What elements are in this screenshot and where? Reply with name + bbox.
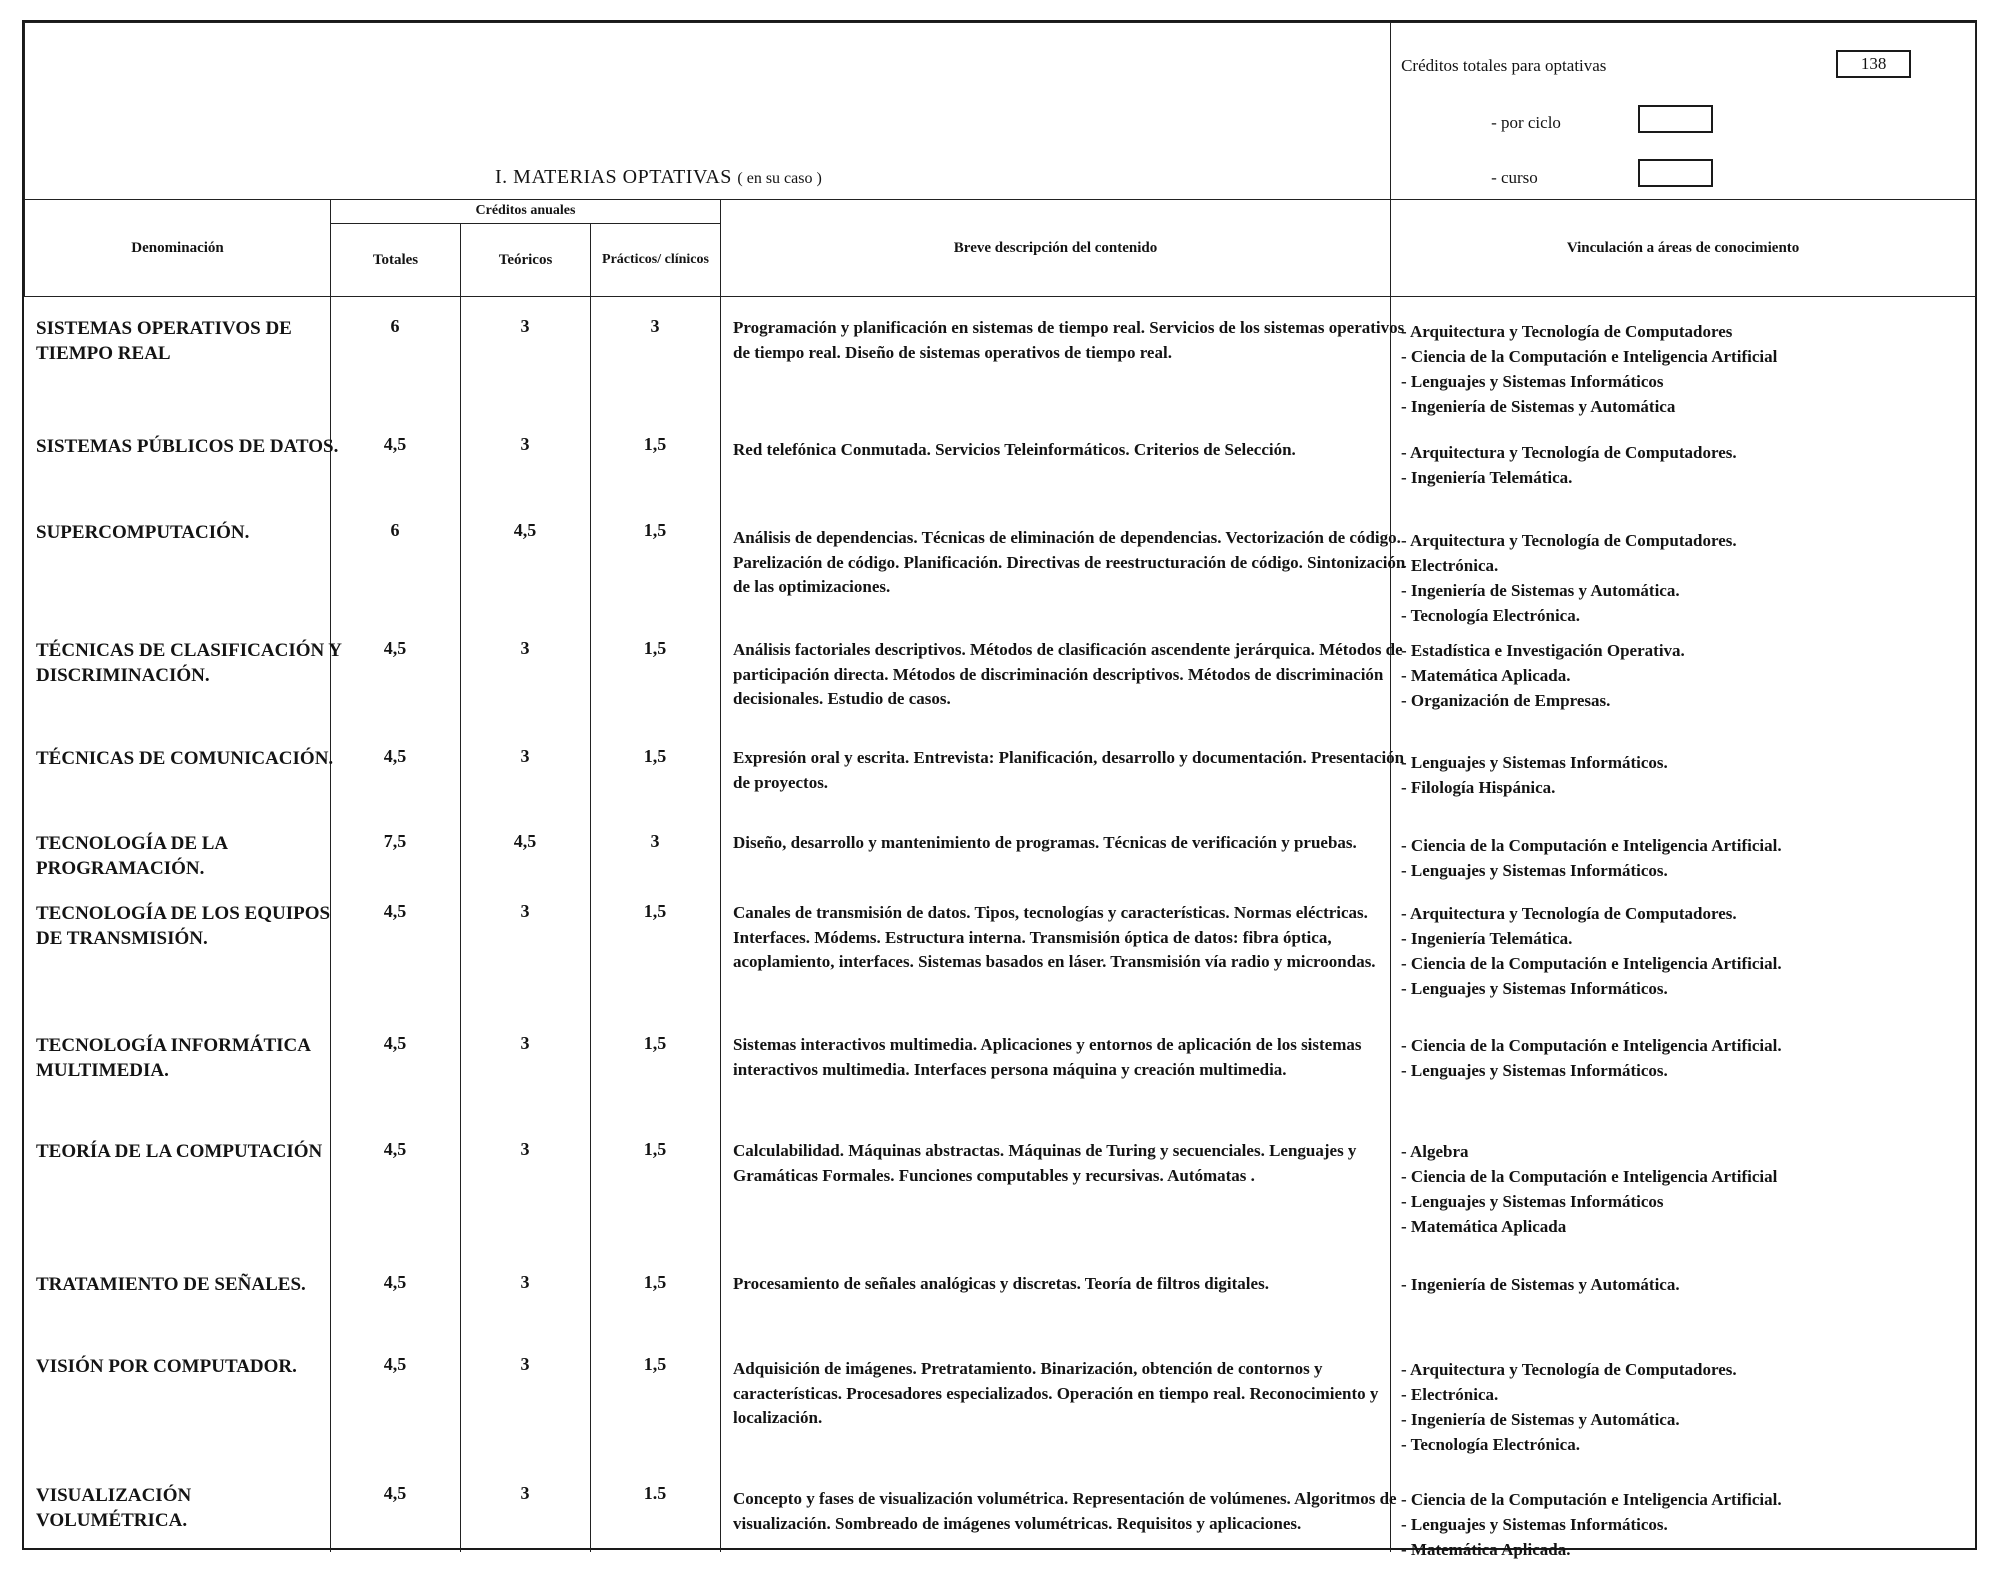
area-item: - Ingeniería Telemática. <box>1401 929 1573 948</box>
credits-practicos: 1,5 <box>643 1139 667 1159</box>
area-item: - Matemática Aplicada. <box>1401 1540 1571 1559</box>
area-item: - Lenguajes y Sistemas Informáticos. <box>1401 979 1668 998</box>
credits-practicos: 1,5 <box>643 1033 667 1053</box>
subject-description: Canales de transmisión de datos. Tipos, tecnologías y características. Normas eléctricas. Interfaces. Módems. Estructura interna. Transmisión óptica de datos: fibra óptica, acoplamiento, interfaces. Sistemas basados en láser. Transmisión vía radio y microondas. <box>733 903 1376 971</box>
subject-description: Expresión oral y escrita. Entrevista: Planificación, desarrollo y documentación. Presentación de proyectos. <box>733 748 1405 792</box>
por-ciclo-label: - por ciclo <box>1491 113 1561 132</box>
area-item: - Ingeniería de Sistemas y Automática. <box>1401 581 1680 600</box>
knowledge-areas <box>1401 440 1961 490</box>
area-item: - Lenguajes y Sistemas Informáticos <box>1401 372 1664 391</box>
area-item: - Arquitectura y Tecnología de Computadores. <box>1401 443 1737 462</box>
section-title-note: ( en su caso ) <box>737 170 822 187</box>
area-item: - Ingeniería de Sistemas y Automática <box>1401 397 1676 416</box>
area-item: - Matemática Aplicada <box>1401 1217 1567 1236</box>
area-item: - Ingeniería Telemática. <box>1401 468 1573 487</box>
subject-name: SUPERCOMPUTACIÓN. <box>36 522 250 543</box>
area-item: - Tecnología Electrónica. <box>1401 1435 1580 1454</box>
credits-totales: 4,5 <box>383 434 407 454</box>
section-title-text: I. MATERIAS OPTATIVAS <box>495 166 732 188</box>
credits-practicos: 1.5 <box>643 1483 667 1503</box>
credits-teoricos: 3 <box>520 1139 530 1159</box>
knowledge-areas <box>1401 901 1961 1001</box>
credits-teoricos: 4,5 <box>513 520 537 540</box>
credits-teoricos: 3 <box>520 434 530 454</box>
por-ciclo-box <box>1638 105 1713 133</box>
section-header <box>25 23 1391 200</box>
knowledge-areas <box>1401 1139 1961 1239</box>
credits-totales: 4,5 <box>383 1033 407 1053</box>
area-item: - Matemática Aplicada. <box>1401 666 1571 685</box>
credits-teoricos: 4,5 <box>513 831 537 851</box>
area-item: - Lenguajes y Sistemas Informáticos. <box>1401 753 1668 772</box>
area-item: - Ingeniería de Sistemas y Automática. <box>1401 1275 1680 1294</box>
credits-teoricos: 3 <box>520 746 530 766</box>
subject-name: VISUALIZACIÓN VOLUMÉTRICA. <box>36 1485 192 1531</box>
subject-name: VISIÓN POR COMPUTADOR. <box>36 1356 297 1377</box>
credits-practicos: 3 <box>650 831 660 851</box>
credits-totales: 4,5 <box>383 1483 407 1503</box>
area-item: - Ciencia de la Computación e Inteligencia Artificial. <box>1401 954 1782 973</box>
subject-name: TÉCNICAS DE COMUNICACIÓN. <box>36 748 334 769</box>
area-item: - Electrónica. <box>1401 1385 1499 1404</box>
area-item: - Ciencia de la Computación e Inteligencia Artificial. <box>1401 1490 1782 1509</box>
area-item: - Lenguajes y Sistemas Informáticos <box>1401 1192 1664 1211</box>
knowledge-areas <box>1401 1357 1961 1457</box>
curso-label: - curso <box>1491 168 1538 187</box>
curso-box <box>1638 159 1713 187</box>
col-header-creditos-anuales: Créditos anuales <box>331 200 721 224</box>
area-item: - Arquitectura y Tecnología de Computadores <box>1401 322 1733 341</box>
area-item: - Electrónica. <box>1401 556 1499 575</box>
subject-description: Calculabilidad. Máquinas abstractas. Máquinas de Turing y secuenciales. Lenguajes y Gramáticas Formales. Funciones computables y recursivas. Autómatas . <box>733 1141 1357 1185</box>
subject-description: Sistemas interactivos multimedia. Aplicaciones y entornos de aplicación de los sistemas interactivos multimedia. Interfaces persona máquina y creación multimedia. <box>733 1035 1362 1079</box>
knowledge-areas <box>1401 1487 1961 1562</box>
area-item: - Arquitectura y Tecnología de Computadores. <box>1401 1360 1737 1379</box>
knowledge-areas <box>1401 750 1961 800</box>
credits-totales: 6 <box>390 316 400 336</box>
credits-teoricos: 3 <box>520 316 530 336</box>
credits-practicos: 1,5 <box>643 1272 667 1292</box>
subject-name: TECNOLOGÍA DE LOS EQUIPOS DE TRANSMISIÓN. <box>36 903 331 949</box>
credits-teoricos: 3 <box>520 1354 530 1374</box>
area-item: - Ciencia de la Computación e Inteligencia Artificial <box>1401 347 1778 366</box>
document-frame <box>22 20 1977 1559</box>
subject-name: TEORÍA DE LA COMPUTACIÓN <box>36 1141 323 1162</box>
credits-practicos: 1,5 <box>643 434 667 454</box>
credits-totales: 4,5 <box>383 638 407 658</box>
credits-teoricos: 3 <box>520 1483 530 1503</box>
area-item: - Organización de Empresas. <box>1401 691 1611 710</box>
credits-totales: 4,5 <box>383 746 407 766</box>
col-header-vinculacion: Vinculación a áreas de conocimiento <box>1391 200 1976 297</box>
credits-practicos: 1,5 <box>643 520 667 540</box>
area-item: - Tecnología Electrónica. <box>1401 606 1580 625</box>
area-item: - Ciencia de la Computación e Inteligencia Artificial <box>1401 1167 1778 1186</box>
credits-teoricos: 3 <box>520 1272 530 1292</box>
col-header-totales: Totales <box>331 224 461 297</box>
subject-description: Concepto y fases de visualización volumétrica. Representación de volúmenes. Algoritmos de visualización. Sombreado de imágenes volumétricas. Requisitos y aplicaciones. <box>733 1489 1397 1533</box>
credits-practicos: 1,5 <box>643 638 667 658</box>
area-item: - Algebra <box>1401 1142 1469 1161</box>
col-header-denominacion: Denominación <box>25 200 331 297</box>
credits-practicos: 1,5 <box>643 746 667 766</box>
credits-practicos: 3 <box>650 316 660 336</box>
subject-name: TRATAMIENTO DE SEÑALES. <box>36 1274 306 1295</box>
area-item: - Arquitectura y Tecnología de Computadores. <box>1401 531 1737 550</box>
area-item: - Ciencia de la Computación e Inteligencia Artificial. <box>1401 836 1782 855</box>
section-title <box>495 166 822 189</box>
credits-totales: 4,5 <box>383 1139 407 1159</box>
subject-description: Diseño, desarrollo y mantenimiento de programas. Técnicas de verificación y pruebas. <box>733 833 1357 852</box>
credits-totales: 6 <box>390 520 400 540</box>
subject-name: TÉCNICAS DE CLASIFICACIÓN Y DISCRIMINACIÓN. <box>36 640 342 686</box>
subject-name: SISTEMAS OPERATIVOS DE TIEMPO REAL <box>36 318 292 364</box>
area-item: - Ciencia de la Computación e Inteligencia Artificial. <box>1401 1036 1782 1055</box>
knowledge-areas <box>1401 1033 1961 1083</box>
knowledge-areas <box>1401 833 1961 883</box>
header-table <box>24 22 1976 297</box>
credits-totales: 4,5 <box>383 1272 407 1292</box>
subject-description: Procesamiento de señales analógicas y discretas. Teoría de filtros digitales. <box>733 1274 1269 1293</box>
col-header-practicos: Prácticos/ clínicos <box>591 224 721 297</box>
col-header-teoricos: Teóricos <box>461 224 591 297</box>
column-divider <box>720 296 721 1552</box>
knowledge-areas <box>1401 1272 1961 1297</box>
knowledge-areas <box>1401 528 1961 628</box>
credits-practicos: 1,5 <box>643 901 667 921</box>
credits-totales: 4,5 <box>383 901 407 921</box>
area-item: - Lenguajes y Sistemas Informáticos. <box>1401 861 1668 880</box>
area-item: - Lenguajes y Sistemas Informáticos. <box>1401 1061 1668 1080</box>
area-item: - Lenguajes y Sistemas Informáticos. <box>1401 1515 1668 1534</box>
credits-teoricos: 3 <box>520 638 530 658</box>
subject-description: Programación y planificación en sistemas de tiempo real. Servicios de los sistemas operativos de tiempo real. Diseño de sistemas operativos de tiempo real. <box>733 318 1405 362</box>
area-item: - Ingeniería de Sistemas y Automática. <box>1401 1410 1680 1429</box>
credits-teoricos: 3 <box>520 901 530 921</box>
subject-description: Adquisición de imágenes. Pretratamiento. Binarización, obtención de contornos y características. Procesadores especializados. Operación en tiempo real. Reconocimiento y localización. <box>733 1359 1379 1427</box>
area-item: - Estadística e Investigación Operativa. <box>1401 641 1685 660</box>
knowledge-areas <box>1401 638 1961 713</box>
subject-description: Análisis de dependencias. Técnicas de eliminación de dependencias. Vectorización de código. Parelización de código. Planificación. Directivas de reestructuración de código. Sintonización de las optimizaciones. <box>733 528 1406 596</box>
subject-description: Red telefónica Conmutada. Servicios Teleinformáticos. Criterios de Selección. <box>733 440 1296 459</box>
subject-description: Análisis factoriales descriptivos. Métodos de clasificación ascendente jerárquica. Métodos de participación directa. Métodos de discriminación descriptivos. Métodos de discriminación decisionales. Estudio de casos. <box>733 640 1403 708</box>
knowledge-areas <box>1401 319 1961 419</box>
credits-totales: 7,5 <box>383 831 407 851</box>
credits-panel <box>1391 23 1976 200</box>
subject-name: SISTEMAS PÚBLICOS DE DATOS. <box>36 436 339 457</box>
credits-total-box: 138 <box>1836 50 1911 78</box>
area-item: - Arquitectura y Tecnología de Computadores. <box>1401 904 1737 923</box>
subject-name: TECNOLOGÍA INFORMÁTICA MULTIMEDIA. <box>36 1035 310 1081</box>
credits-totales: 4,5 <box>383 1354 407 1374</box>
credits-total-label: Créditos totales para optativas <box>1401 56 1607 75</box>
col-header-descripcion: Breve descripción del contenido <box>721 200 1391 297</box>
subject-name: TECNOLOGÍA DE LA PROGRAMACIÓN. <box>36 833 228 879</box>
credits-practicos: 1,5 <box>643 1354 667 1374</box>
area-item: - Filología Hispánica. <box>1401 778 1556 797</box>
credits-teoricos: 3 <box>520 1033 530 1053</box>
